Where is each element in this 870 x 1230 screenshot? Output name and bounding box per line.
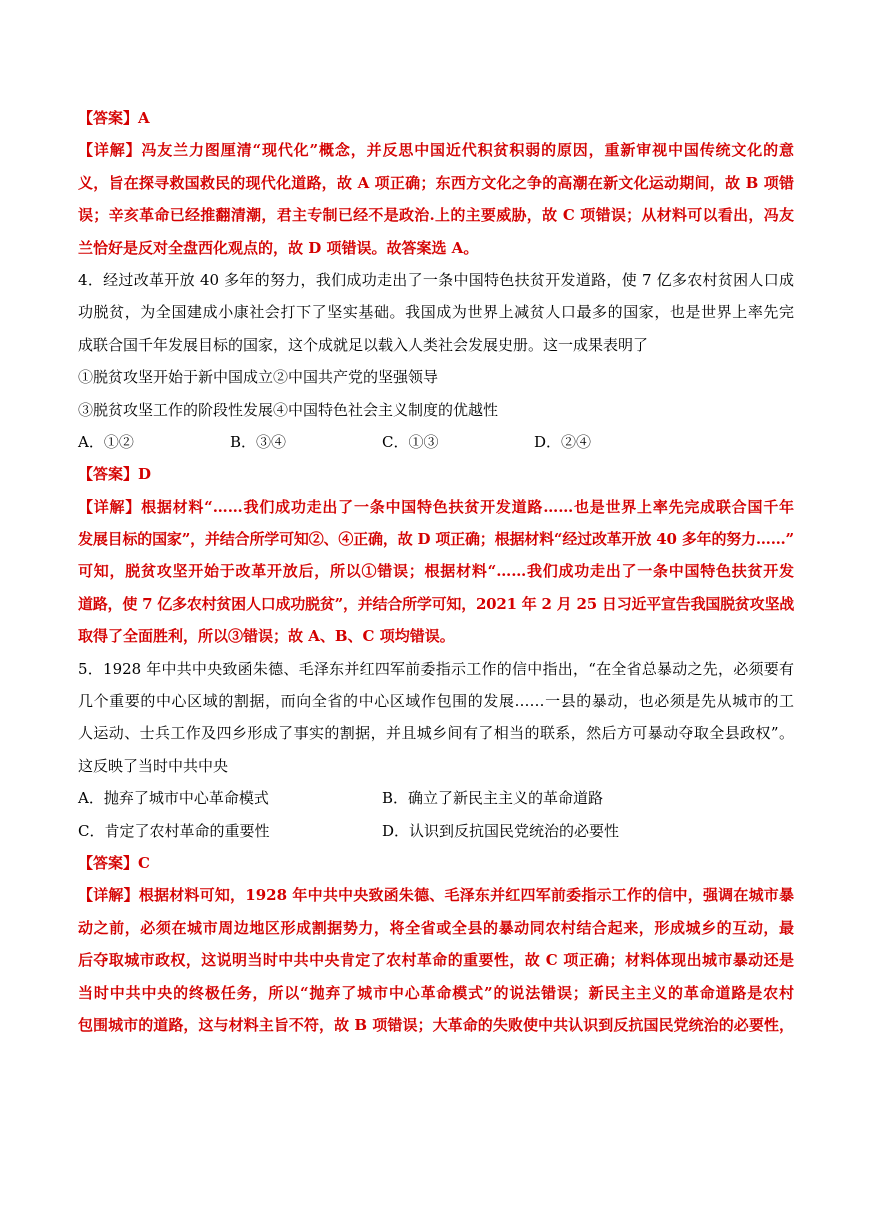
q5-options-row-1 — [78, 788, 794, 808]
q4-option-d: D．②④ — [534, 432, 592, 451]
q5-detail-line-3: 后夺取城市政权，这说明当时中共中央肯定了农村革命的重要性，故 C 项正确；材料体现出城市暴动还是 — [78, 951, 794, 970]
q4-stem-line-2: 功脱贫，为全国建成小康社会打下了坚实基础。我国成为世界上减贫人口最多的国家，也是世界上率先完 — [78, 303, 794, 322]
q4-answer: 【答案】D — [78, 465, 152, 484]
q4-detail-line-4: 道路，使 7 亿多农村贫困人口成功脱贫”，并结合所学可知，2021 年 2 月 25 日习近平宣告我国脱贫攻坚战 — [78, 594, 794, 613]
q5-answer: 【答案】C — [78, 853, 150, 872]
q5-detail-line-2: 动之前，必须在城市周边地区形成割据势力，将全省或全县的暴动同农村结合起来，形成城乡的互动，最 — [78, 918, 794, 937]
q3-detail-line-1: 【详解】冯友兰力图厘清“现代化”概念，并反思中国近代积贫积弱的原因，重新审视中国传统文化的意 — [78, 141, 794, 160]
q4-detail-line-3: 可知，脱贫攻坚开始于改革开放后，所以①错误；根据材料“……我们成功走出了一条中国特色扶贫开发 — [78, 562, 794, 581]
q5-options-row-2 — [78, 821, 794, 841]
q4-statement-1: ①脱贫攻坚开始于新中国成立②中国共产党的坚强领导 — [78, 368, 439, 387]
q5-option-a: A．抛弃了城市中心革命模式 — [78, 789, 269, 808]
q4-detail-line-1: 【详解】根据材料“……我们成功走出了一条中国特色扶贫开发道路……也是世界上率先完成联合国千年 — [78, 497, 794, 516]
q3-detail-line-2: 义，旨在探寻救国救民的现代化道路，故 A 项正确；东西方文化之争的高潮在新文化运动期间，故 B 项错 — [78, 173, 794, 192]
q4-statement-2: ③脱贫攻坚工作的阶段性发展④中国特色社会主义制度的优越性 — [78, 400, 499, 419]
q5-option-d: D．认识到反抗国民党统治的必要性 — [382, 821, 620, 840]
q3-detail-line-3: 误；辛亥革命已经推翻清潮，君主专制已经不是政治.上的主要威胁，故 C 项错误；从材料可以看出，冯友 — [78, 206, 794, 225]
q4-stem-line-3: 成联合国千年发展目标的国家，这个成就足以载入人类社会发展史册。这一成果表明了 — [78, 335, 649, 354]
q4-detail-line-5: 取得了全面胜利，所以③错误；故 A、B、C 项均错误。 — [78, 627, 455, 646]
q5-stem-line-4: 这反映了当时中共中央 — [78, 756, 229, 775]
q5-stem-line-2: 几个重要的中心区域的割据，而向全省的中心区域作包围的发展……一县的暴动，也必须是先从城市的工 — [78, 692, 794, 711]
q5-detail-line-5: 包围城市的道路，这与材料主旨不符，故 B 项错误；大革命的失败使中共认识到反抗国民党统治的必要性， — [78, 1015, 794, 1034]
q5-option-c: C．肯定了农村革命的重要性 — [78, 821, 270, 840]
q5-stem-line-3: 人运动、士兵工作及四乡形成了事实的割据，并且城乡间有了相当的联系，然后方可暴动夺取全县政权”。 — [78, 724, 794, 743]
q5-option-b: B．确立了新民主主义的革命道路 — [382, 789, 604, 808]
q3-detail-line-4: 兰恰好是反对全盘西化观点的，故 D 项错误。故答案选 A。 — [78, 238, 479, 257]
q4-option-b: B．③④ — [230, 432, 287, 451]
q4-detail-line-2: 发展目标的国家”，并结合所学可知②、④正确，故 D 项正确；根据材料“经过改革开放 40 多年的努力……” — [78, 530, 794, 549]
q4-options — [78, 432, 794, 452]
q5-stem-line-1: 5．1928 年中共中央致函朱德、毛泽东并红四军前委指示工作的信中指出，“在全省总暴动之先，必须要有 — [78, 659, 794, 678]
q5-detail-line-4: 当时中共中央的终极任务，所以“抛弃了城市中心革命模式”的说法错误；新民主主义的革命道路是农村 — [78, 983, 794, 1002]
q4-option-c: C．①③ — [382, 432, 439, 451]
q3-answer: 【答案】A — [78, 109, 150, 127]
document-page — [78, 108, 794, 1047]
q4-option-a: A．①② — [78, 432, 134, 451]
q5-detail-line-1: 【详解】根据材料可知，1928 年中共中央致函朱德、毛泽东并红四军前委指示工作的信中，强调在城市暴 — [78, 886, 794, 905]
q4-stem-line-1: 4．经过改革开放 40 多年的努力，我们成功走出了一条中国特色扶贫开发道路，使 7 亿多农村贫困人口成 — [78, 270, 794, 289]
